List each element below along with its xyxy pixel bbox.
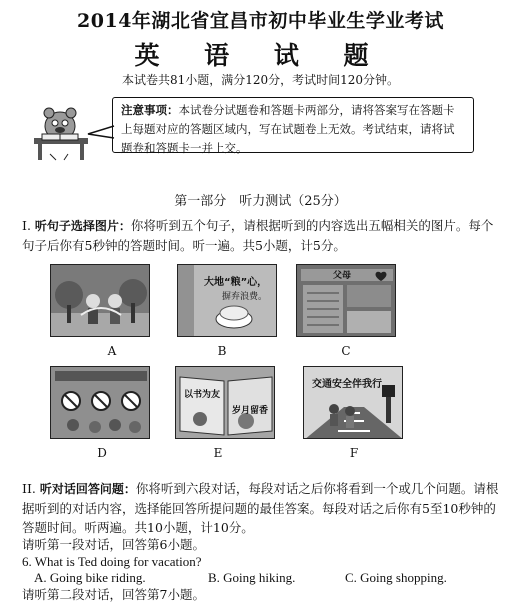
- reading-bear-mascot-icon: [30, 98, 92, 162]
- picture-e-text2: 岁月留香: [232, 406, 269, 416]
- notice-text: 本试卷分试题卷和答题卡两部分，请将答案写在答题卡上每题对应的答题区域内，写在试题卷上无效。考试结束，请将试题卷和答题卡一并上交。: [121, 103, 455, 155]
- section1-number: I.: [22, 218, 31, 233]
- picture-a-label: A: [107, 344, 117, 358]
- picture-b-text1: 大地“粮”心，: [204, 277, 268, 288]
- question-6-option-b[interactable]: B. Going hiking.: [208, 570, 296, 585]
- picture-d-label: D: [97, 446, 107, 460]
- section2-instructions: [22, 479, 502, 537]
- picture-c-label: C: [341, 344, 351, 358]
- question-6-stem: 6. What is Ted doing for vacation?: [22, 554, 202, 569]
- question-6-option-c[interactable]: C. Going shopping.: [345, 570, 447, 585]
- instruction-dialogue-2: 请听第二段对话，回答第7小题。: [22, 587, 205, 602]
- picture-b-text2: 摒弃浪费。: [222, 292, 268, 302]
- section1-label: 听句子选择图片：: [34, 219, 131, 233]
- instruction-dialogue-1: 请听第一段对话，回答第6小题。: [22, 537, 205, 552]
- exam-subtitle: 英 语 试 题: [134, 41, 387, 70]
- notice-label: 注意事项：: [121, 103, 179, 117]
- section2-number: II.: [22, 481, 36, 496]
- picture-f-label: F: [349, 446, 359, 460]
- picture-e: [175, 366, 275, 439]
- picture-a: [50, 264, 150, 337]
- picture-c: [296, 264, 396, 337]
- exam-info: 本试卷共81小题，满分120分，考试时间120分钟。: [121, 73, 400, 87]
- section1-text: 你将听到五个句子，请根据听到的内容选出五幅相关的图片。每个句子后你有5秒钟的答题时间。听一遍。共5小题，计5分。: [22, 218, 494, 253]
- picture-f-text1: 交通安全伴我行: [312, 379, 382, 390]
- section2-label: 听对话回答问题：: [39, 482, 136, 496]
- picture-e-text1: 以书为友: [184, 390, 221, 400]
- picture-e-label: E: [213, 446, 223, 460]
- picture-d: [50, 366, 150, 439]
- picture-b-label: B: [217, 344, 227, 358]
- section2-text: 你将听到六段对话，每段对话之后你将看到一个或几个问题。请根据听到的对话内容，选择能回答所提问题的最佳答案。每段对话之后你有5至10秒钟的答题时间。听两遍。共10小题，计10分。: [22, 481, 499, 535]
- section1-instructions: [22, 216, 502, 255]
- picture-f: [303, 366, 403, 439]
- picture-b: [177, 264, 277, 337]
- notice-box: [112, 97, 474, 153]
- part1-title: 第一部分 听力测试（25分）: [174, 194, 347, 209]
- exam-title: 2014年湖北省宜昌市初中毕业生学业考试: [77, 10, 444, 32]
- picture-c-text1: 父母: [333, 271, 352, 281]
- question-6-option-a[interactable]: A. Going bike riding.: [34, 570, 146, 585]
